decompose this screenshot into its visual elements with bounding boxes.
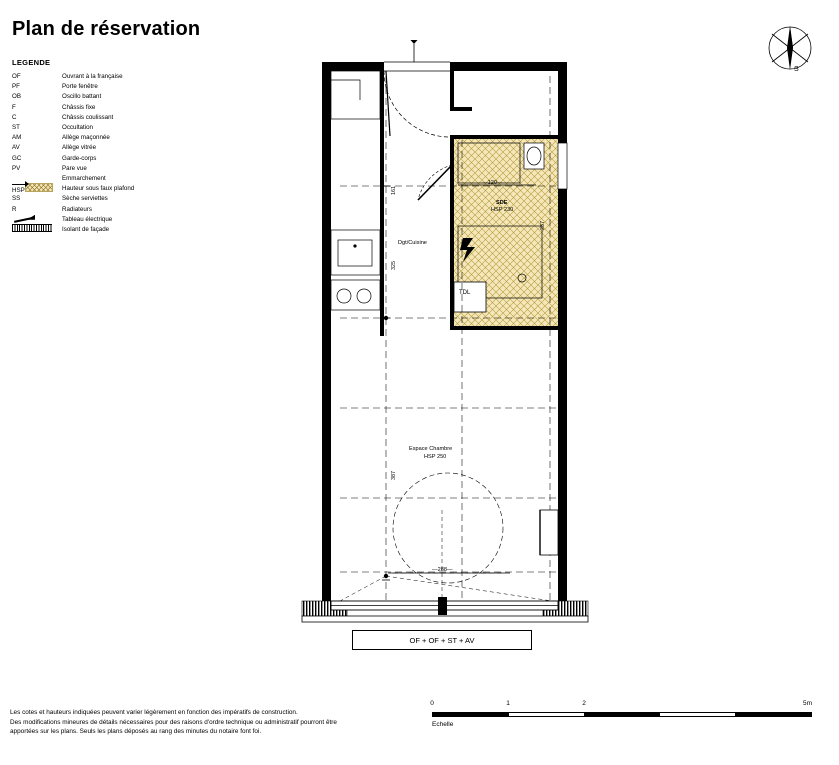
legend-code: OB [12, 93, 21, 101]
legend-item [12, 92, 222, 102]
room-label-espace-chambre: Espace Chambre [409, 446, 453, 452]
insulation-icon [12, 224, 52, 232]
scale-tick-1: 1 [506, 700, 510, 707]
legend-item [12, 194, 222, 204]
legend-label: Garde-corps [62, 154, 97, 162]
legend-code: R [12, 205, 17, 213]
legend-item [12, 133, 222, 143]
legend-item [12, 82, 222, 92]
legend-item [12, 184, 222, 194]
legend-item [12, 123, 222, 133]
legend [12, 58, 222, 235]
legend-item [12, 164, 222, 174]
page-title: Plan de réservation [12, 18, 201, 40]
dimension-237: 237 [540, 221, 546, 230]
scale-bar-graphic [432, 712, 812, 717]
legend-label: Allège maçonnée [62, 134, 110, 142]
room-label-sde-hsp: HSP 230 [491, 207, 514, 213]
room-label-sde: SDE [496, 200, 508, 206]
legend-label: Isolant de façade [62, 225, 110, 233]
scale-tick-3: 5m [802, 700, 812, 707]
legend-code: HSP [12, 183, 62, 196]
legend-code: C [12, 113, 17, 121]
legend-symbol-isolant [12, 224, 62, 236]
room-label-dgt-cuisine: Dgt/Cuisine [398, 240, 427, 246]
legend-label: Emmarchement [62, 174, 106, 182]
dimension-161: 161 [391, 186, 397, 195]
scale-segment [509, 713, 585, 716]
scale-segment [735, 713, 811, 716]
legend-code: F [12, 103, 16, 111]
legend-label: Hauteur sous faux plafond [62, 185, 135, 193]
footnote-line: Les cotes et hauteurs indiquées peuvent varier légèrement en fonction des impératifs de construction. [10, 709, 298, 716]
compass-south-label: S [794, 66, 799, 73]
legend-label: Occultation [62, 124, 93, 132]
legend-code: SS [12, 195, 21, 203]
legend-title: LEGENDE [12, 58, 51, 67]
dimension-387: 387 [391, 471, 397, 480]
floor-plan [300, 40, 600, 660]
legend-item [12, 113, 222, 123]
legend-code: OF [12, 73, 21, 81]
footnote-line: Des modifications mineures de détails nécessaires pour des raisons d'ordre technique ou administratif pourront être [10, 718, 337, 726]
legend-code: AM [12, 134, 22, 142]
footnote-line: apportées sur les plans. Seuls les plans déposés au rang des minutes du notaire font foi. [10, 728, 262, 735]
legend-code: AV [12, 144, 20, 152]
room-label-chambre-hsp: HSP 250 [424, 454, 447, 460]
legend-code: PV [12, 164, 21, 172]
legend-label: Porte fenêtre [62, 83, 98, 91]
compass-icon [760, 22, 820, 82]
footnote [10, 708, 380, 737]
scale-segment [584, 713, 660, 716]
legend-code: PF [12, 83, 20, 91]
legend-label: Radiateurs [62, 205, 92, 213]
legend-item [12, 154, 222, 164]
scale-ticks [432, 700, 812, 712]
legend-label: Sèche serviettes [62, 195, 108, 203]
legend-label: Oscillo battant [62, 93, 102, 101]
window-composition-label: OF + OF + ST + AV [352, 630, 532, 650]
legend-label: Pare vue [62, 164, 87, 172]
legend-label: Ouvrant à la française [62, 73, 123, 81]
dimension-325: 325 [391, 261, 397, 270]
legend-item [12, 72, 222, 82]
scale-bar [432, 700, 812, 728]
legend-label: Tableau électrique [62, 215, 113, 223]
legend-code: GC [12, 154, 22, 162]
legend-label: Châssis fixe [62, 103, 96, 111]
room-label-tdl: TDL [459, 290, 471, 296]
legend-item [12, 225, 222, 235]
legend-code: ST [12, 124, 20, 132]
scale-label: Echelle [432, 721, 454, 728]
scale-segment [433, 713, 509, 716]
compass-rose [760, 22, 820, 82]
scale-tick-0: 0 [430, 700, 434, 707]
scale-segment [660, 713, 736, 716]
legend-label: Allège vitrée [62, 144, 97, 152]
legend-item [12, 143, 222, 153]
electrical-panel-icon [12, 214, 38, 222]
dimension-120: —120— [482, 180, 503, 186]
dimension-288: —288— [432, 567, 453, 573]
legend-item [12, 103, 222, 113]
scale-tick-2: 2 [582, 700, 586, 707]
legend-label: Châssis coulissant [62, 113, 114, 121]
